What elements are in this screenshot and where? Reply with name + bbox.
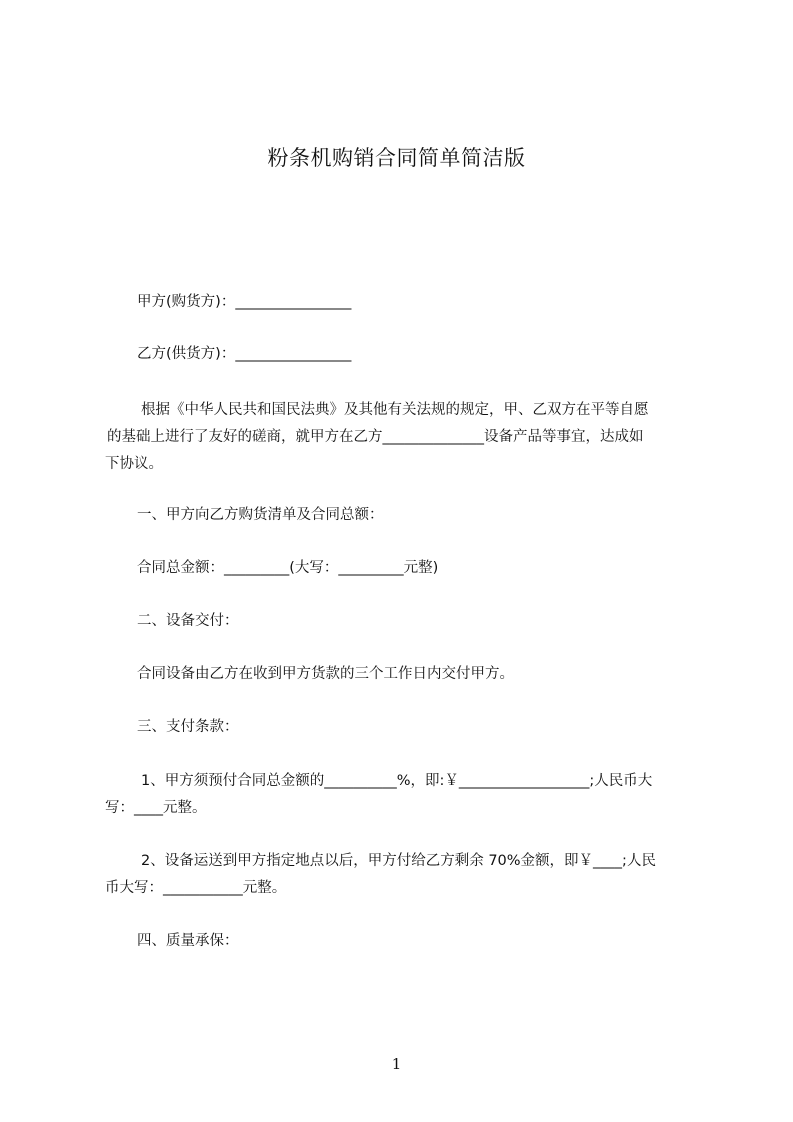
document-title: 粉条机购销合同简单简洁版 <box>267 146 526 170</box>
payment-1-line-2: 写：____元整。 <box>105 800 207 816</box>
page-number: 1 <box>391 1055 402 1073</box>
section-1-heading: 一、甲方向乙方购货清单及合同总额： <box>137 507 384 523</box>
party-a-line: 甲方(购货方)：________________ <box>137 294 352 310</box>
intro-paragraph-line-1: 根据《中华人民共和国民法典》及其他有关法规的规定，甲、乙双方在平等自愿 <box>141 402 649 418</box>
total-amount-line: 合同总金额：_________(大写：_________元整) <box>137 560 439 576</box>
section-4-heading: 四、质量承保： <box>137 933 239 949</box>
payment-2-line-1: 2、设备运送到甲方指定地点以后，甲方付给乙方剩余 70%金额，即￥____;人民 <box>141 853 656 869</box>
section-3-heading: 三、支付条款： <box>137 719 239 735</box>
intro-paragraph-line-3: 下协议。 <box>105 456 163 472</box>
delivery-line: 合同设备由乙方在收到甲方货款的三个工作日内交付甲方。 <box>137 666 514 682</box>
party-b-line: 乙方(供货方)：________________ <box>137 346 352 362</box>
section-2-heading: 二、设备交付： <box>137 613 239 629</box>
intro-paragraph-line-2: 的基础上进行了友好的磋商，就甲方在乙方______________设备产品等事宜，达成如 <box>107 429 644 445</box>
payment-1-line-1: 1、甲方须预付合同总金额的__________%，即:￥__________________;人民币大 <box>141 773 653 789</box>
payment-2-line-2: 币大写：___________元整。 <box>105 880 287 896</box>
